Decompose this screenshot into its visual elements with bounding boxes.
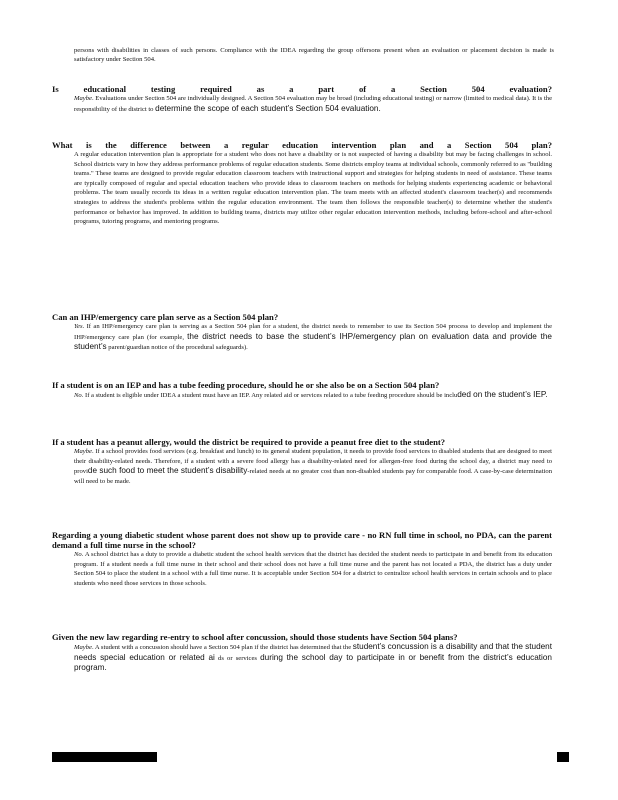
answer-text: . A student with a concussion should have a Section 504 plan if the district has determined that the (91, 644, 352, 651)
footer-bar-right (557, 752, 569, 762)
question-heading: Given the new law regarding re-entry to school after concussion, should those students have Section 504 plans? (52, 632, 458, 642)
answer-text: . If a student is eligible under IDEA a student must have an IEP. Any related aid or services related to a tube feeding procedure should be inclu (81, 392, 458, 399)
answer-paragraph (74, 550, 552, 588)
qa-item (52, 140, 552, 227)
question-heading: If a student has a peanut allergy, would the district be required to provide a peanut free diet to the student? (52, 437, 446, 447)
answer-lead: Maybe (74, 448, 92, 455)
answer-lead: Maybe (74, 95, 92, 102)
answer-text-emphasis: during the school day to participate in or benefit from the district’s education program. (74, 652, 552, 673)
question-heading: Is educational testing required as a part of a Section 504 evaluation? (52, 84, 552, 94)
qa-item (52, 530, 552, 588)
question-heading: Can an IHP/emergency care plan serve as a Section 504 plan? (52, 312, 279, 322)
answer-paragraph (74, 94, 552, 114)
answer-text-emphasis: de such food to meet the student’s disability (87, 466, 248, 476)
answer-paragraph (74, 642, 552, 674)
answer-text-emphasis: student’s concussion is a disability and that the student needs special education or related ai (74, 642, 553, 662)
answer-lead: Maybe (74, 644, 92, 651)
footer-bar-left (52, 752, 157, 762)
question-heading: If a student is on an IEP and has a tube feeding procedure, should he or she also be on a Section 504 plan? (52, 380, 440, 390)
qa-item (52, 84, 552, 114)
answer-paragraph (74, 322, 552, 353)
answer-paragraph (74, 447, 552, 486)
answer-text-emphasis: determine the scope of each student’s Section 504 evaluation. (155, 103, 381, 113)
answer-text: . Evaluations under Section 504 are individually designed. A Section 504 evaluation may be broad (including educational testing) or narrow (limited to medical data). It is the responsibility of the district to (74, 95, 552, 113)
answer-text: . If an IHP/emergency care plan is serving as a Section 504 plan for a student, the district needs to remember to use its Section 504 process to develop and implement the IHP/emergency care plan (for example, (74, 323, 552, 341)
answer-lead: No (74, 551, 82, 558)
answer-lead: No (74, 392, 82, 399)
answer-text-tail: -related needs at no greater cost than non-disabled students pay for comparable food. A case-by-case determination will need to be made. (74, 468, 552, 485)
qa-item (52, 312, 552, 353)
answer-text-emphasis: the district needs to base the student’s IHP/emergency plan on evaluation data and provide the student’s (74, 331, 552, 352)
answer-text: . If a school provides food services (e.g. breakfast and lunch) to its general student population, it needs to provide food services to disabled students that are designed to meet their disability-related needs. Therefore, if a student with a severe food allergy has a disability-related need for allergen-free food during the school day, a district may need to provi (74, 448, 552, 476)
intro-paragraph: persons with disabilities in classes of such persons. Compliance with the IDEA regarding the group offersons present when an evaluation or placement decision is made is satisfactory under Section 504. (74, 47, 554, 64)
question-heading: Regarding a young diabetic student whose parent does not show up to provide care - no RN full time in school, no PDA, can the parent demand a full time nurse in the school? (52, 530, 552, 550)
answer-lead: Yes (74, 323, 83, 330)
answer-paragraph (74, 390, 552, 401)
qa-item (52, 380, 552, 401)
qa-item (52, 437, 552, 486)
answer-text: . A school district has a duty to provide a diabetic student the school health services that the district has decided the student needs to participate in and benefit from its education program. If a student needs a full time nurse in their school and their school does not have a full time nurse and the parent has not located a PDA, the district has a duty under Section 504 to place the student in a school with a full time nurse. It is acceptable under Section 504 for a district to centralize school health services in certain schools and to place students who need those services in those schools. (74, 551, 552, 587)
answer-text: A regular education intervention plan is appropriate for a student who does not have a disability or is not suspected of having a disability but may be facing challenges in school. School districts vary in how they address performance problems of regular education students. Some districts employ teams at individual schools, commonly referred to as "building teams." These teams are designed to provide regular education classroom teachers with instructional support and strategies for helping students in need of assistance. These teams are typically composed of regular and special education teachers who provide ideas to classroom teachers on methods for helping students experiencing academic or behavioral problems. The team usually records its ideas in a written regular education intervention plan. The team meets with an affected student's classroom teacher(s) and recommends strategies to address the student's problems within the regular education environment. The team then follows the responsible teacher(s) to determine whether the student's performance or behavior has improved. In addition to building teams, districts may utilize other regular education intervention methods, including before-school and after-school programs, tutoring programs, and mentoring programs. (74, 151, 552, 226)
answer-text-tail: ds or services (218, 654, 257, 662)
question-heading: What is the difference between a regular education intervention plan and a Section 504 plan? (52, 140, 552, 150)
answer-text-emphasis: ded on the student’s IEP. (457, 390, 548, 399)
qa-item (52, 632, 552, 674)
answer-paragraph (74, 150, 552, 227)
answer-text-tail: parent/guardian notice of the procedural safeguards). (108, 344, 248, 352)
